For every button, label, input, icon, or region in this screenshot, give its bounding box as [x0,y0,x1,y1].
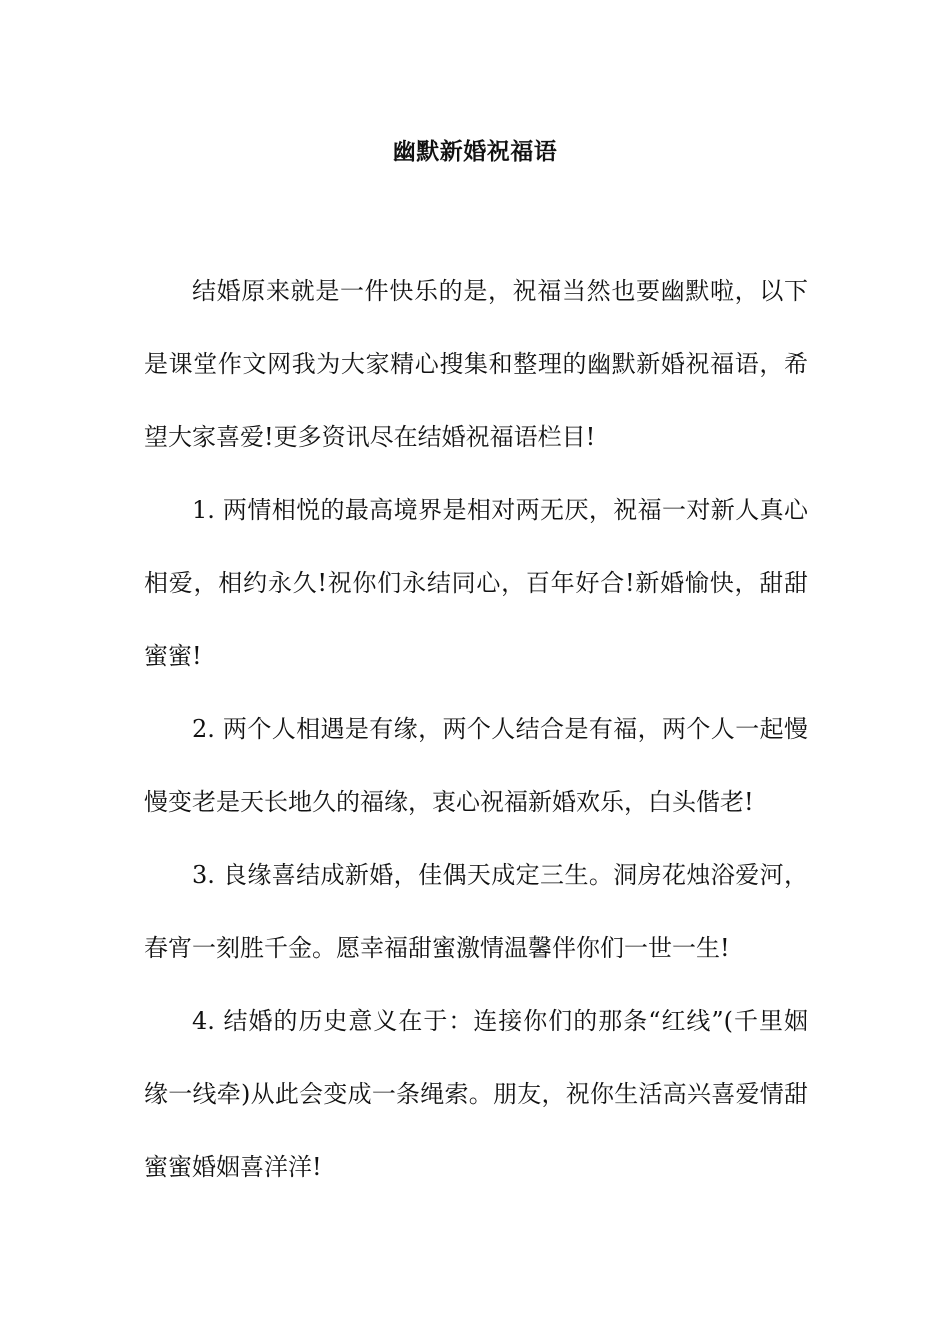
blessing-item-4: 4. 结婚的历史意义在于：连接你们的那条“红线”(千里姻缘一线牵)从此会变成一条绳索。朋友，祝你生活高兴喜爱情甜蜜蜜婚姻喜洋洋! [144,1007,808,1181]
document-title: 幽默新婚祝福语 [392,138,558,165]
blessing-item-3: 3. 良缘喜结成新婚，佳偶天成定三生。洞房花烛浴爱河，春宵一刻胜千金。愿幸福甜蜜激情温馨伴你们一世一生! [144,861,808,962]
blessing-item-1: 1. 两情相悦的最高境界是相对两无厌，祝福一对新人真心相爱，相约永久!祝你们永结同心，百年好合!新婚愉快，甜甜蜜蜜! [144,496,808,670]
document-body [144,255,808,1204]
intro-paragraph: 结婚原来就是一件快乐的是，祝福当然也要幽默啦，以下是课堂作文网我为大家精心搜集和整理的幽默新婚祝福语，希望大家喜爱!更多资讯尽在结婚祝福语栏目! [144,277,808,451]
blessing-item-2: 2. 两个人相遇是有缘，两个人结合是有福，两个人一起慢慢变老是天长地久的福缘，衷心祝福新婚欢乐，白头偕老! [144,715,808,816]
